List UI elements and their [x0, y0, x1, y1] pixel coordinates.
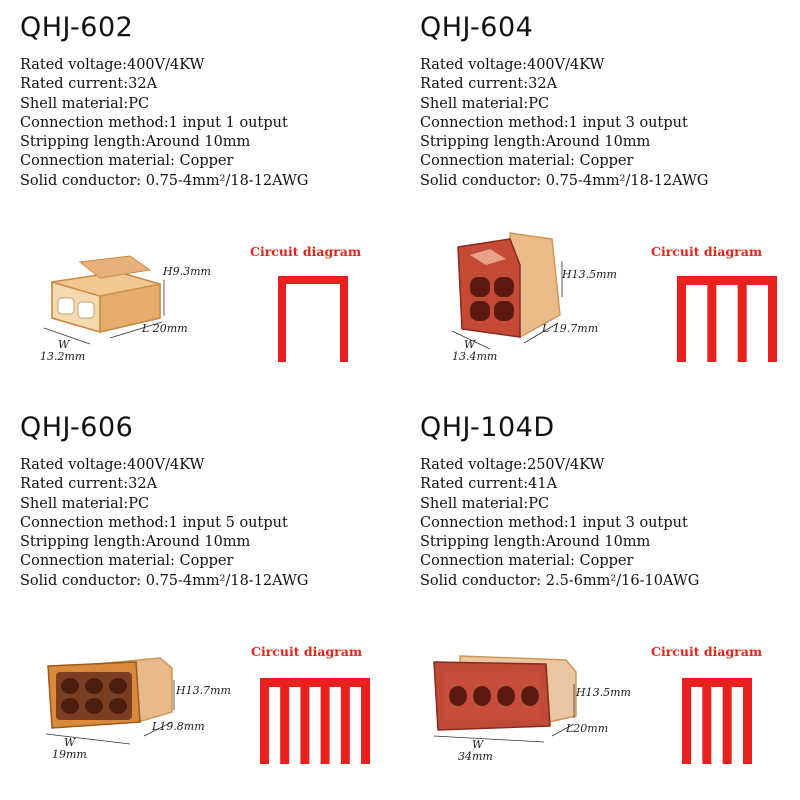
spec-list	[20, 456, 309, 591]
circuit-output-leg	[738, 276, 747, 362]
circuit-output-leg	[341, 678, 350, 764]
dim-height: H13.5mm	[576, 686, 631, 699]
spec-shell-material: Shell material:PC	[20, 95, 150, 112]
spec-connection-material: Connection material: Copper	[420, 553, 634, 570]
connector-image	[450, 225, 570, 355]
spec-rated-current: Rated current:41A	[420, 476, 558, 493]
circuit-top-bar	[677, 276, 777, 285]
spec-connection-method: Connection method:1 input 3 output	[420, 114, 688, 131]
dim-width: 13.4mm	[452, 350, 498, 363]
spec-stripping-length: Stripping length:Around 10mm	[420, 534, 651, 551]
circuit-input-leg	[677, 276, 686, 362]
circuit-output-leg	[702, 678, 711, 764]
spec-connection-method: Connection method:1 input 1 output	[20, 114, 288, 131]
dim-length: L19.8mm	[152, 720, 205, 733]
circuit-input-leg	[278, 276, 286, 362]
spec-solid-conductor: Solid conductor: 0.75-4mm²/18-12AWG	[20, 172, 309, 189]
model-title: QHJ-604	[420, 12, 534, 43]
spec-list	[420, 56, 709, 191]
dim-width-label: W	[64, 736, 76, 749]
product-panel-qhj-604	[400, 0, 800, 400]
dim-height: H13.5mm	[562, 268, 617, 281]
spec-solid-conductor: Solid conductor: 0.75-4mm²/18-12AWG	[20, 572, 309, 589]
dim-width-label: W	[58, 338, 70, 351]
dim-width: 13.2mm	[40, 350, 86, 363]
circuit-diagram-label: Circuit diagram	[651, 244, 763, 259]
dim-width-label: W	[472, 738, 484, 751]
circuit-input-leg	[260, 678, 269, 764]
spec-stripping-length: Stripping length:Around 10mm	[20, 134, 251, 151]
circuit-input-leg	[682, 678, 691, 764]
circuit-diagram	[260, 678, 370, 764]
spec-stripping-length: Stripping length:Around 10mm	[420, 134, 651, 151]
circuit-output-leg	[723, 678, 732, 764]
circuit-diagram	[677, 276, 777, 362]
spec-list	[20, 56, 309, 191]
dim-length: L 19.7mm	[542, 322, 599, 335]
spec-rated-voltage: Rated voltage:250V/4KW	[420, 457, 605, 473]
circuit-output-leg	[280, 678, 289, 764]
dim-length: L20mm	[566, 722, 609, 735]
spec-connection-material: Connection material: Copper	[20, 553, 234, 570]
spec-list	[420, 456, 699, 591]
circuit-output-leg	[768, 276, 777, 362]
spec-stripping-length: Stripping length:Around 10mm	[20, 534, 251, 551]
circuit-output-leg	[340, 276, 348, 362]
spec-shell-material: Shell material:PC	[420, 95, 550, 112]
spec-shell-material: Shell material:PC	[420, 495, 550, 512]
circuit-diagram-label: Circuit diagram	[651, 644, 763, 659]
product-panel-qhj-606	[0, 400, 400, 800]
connector-image	[420, 650, 580, 755]
product-panel-qhj-602	[0, 0, 400, 400]
dim-width-label: W	[464, 338, 476, 351]
circuit-output-leg	[743, 678, 752, 764]
connector-image	[40, 650, 180, 755]
spec-rated-current: Rated current:32A	[20, 476, 158, 493]
spec-connection-method: Connection method:1 input 5 output	[20, 514, 288, 531]
dim-height: H9.3mm	[163, 265, 211, 278]
circuit-diagram-label: Circuit diagram	[250, 244, 362, 259]
circuit-diagram-label: Circuit diagram	[251, 644, 363, 659]
spec-rated-voltage: Rated voltage:400V/4KW	[420, 57, 605, 73]
model-title: QHJ-602	[20, 12, 134, 43]
circuit-diagram	[682, 678, 752, 764]
circuit-output-leg	[707, 276, 716, 362]
spec-rated-current: Rated current:32A	[20, 76, 158, 93]
dim-height: H13.7mm	[176, 684, 231, 697]
model-title: QHJ-104D	[420, 412, 555, 443]
spec-connection-method: Connection method:1 input 3 output	[420, 514, 688, 531]
product-panel-qhj-104d	[400, 400, 800, 800]
spec-rated-voltage: Rated voltage:400V/4KW	[20, 57, 205, 73]
circuit-output-leg	[361, 678, 370, 764]
dim-width: 34mm	[458, 750, 493, 763]
spec-connection-material: Connection material: Copper	[420, 153, 634, 170]
circuit-top-bar	[278, 276, 348, 284]
spec-rated-voltage: Rated voltage:400V/4KW	[20, 457, 205, 473]
spec-rated-current: Rated current:32A	[420, 76, 558, 93]
model-title: QHJ-606	[20, 412, 134, 443]
circuit-diagram	[278, 276, 348, 362]
spec-connection-material: Connection material: Copper	[20, 153, 234, 170]
spec-shell-material: Shell material:PC	[20, 495, 150, 512]
dim-width: 19mm	[52, 748, 87, 761]
circuit-top-bar	[682, 678, 752, 687]
circuit-top-bar	[260, 678, 370, 687]
spec-solid-conductor: Solid conductor: 2.5-6mm²/16-10AWG	[420, 572, 700, 589]
spec-solid-conductor: Solid conductor: 0.75-4mm²/18-12AWG	[420, 172, 709, 189]
dim-length: L 20mm	[142, 322, 188, 335]
circuit-output-leg	[321, 678, 330, 764]
circuit-output-leg	[300, 678, 309, 764]
